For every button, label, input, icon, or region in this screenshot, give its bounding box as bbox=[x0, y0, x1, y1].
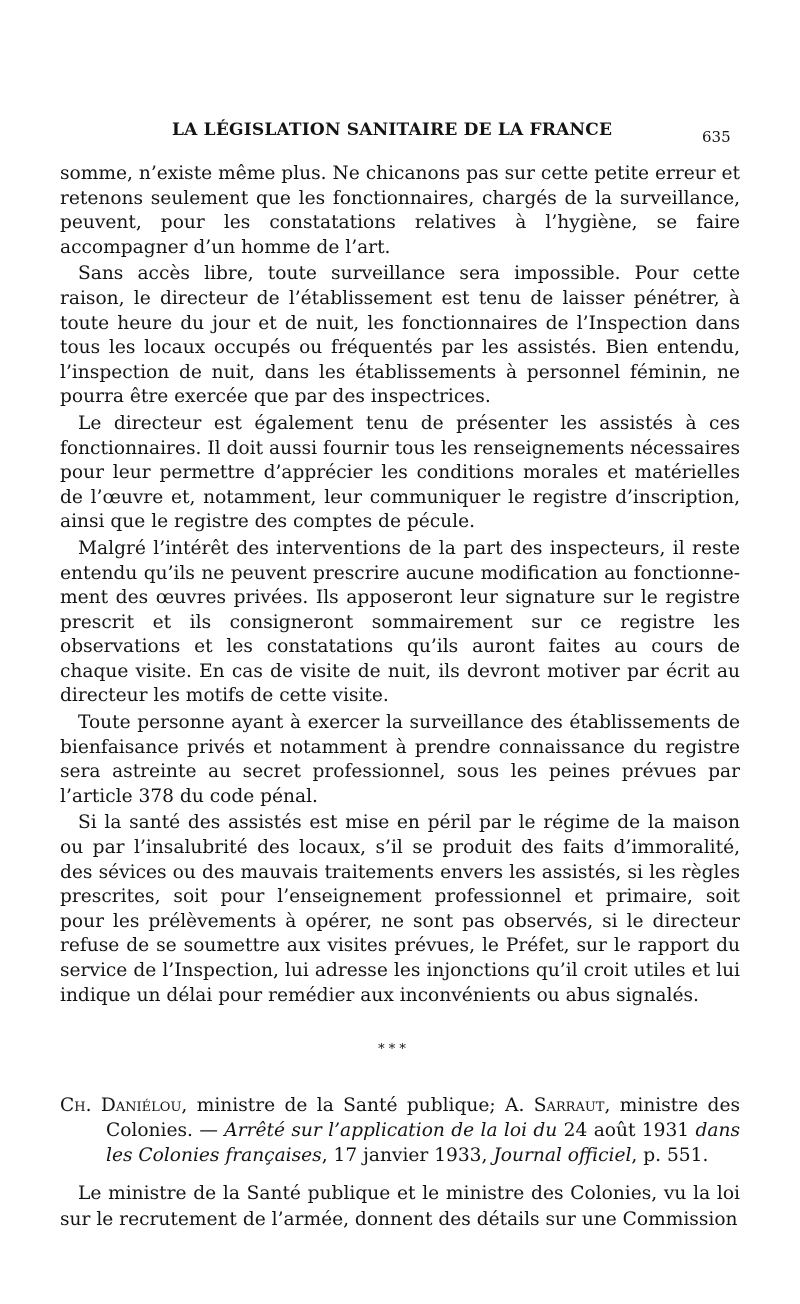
citation-journal: Journal officiel bbox=[493, 1145, 632, 1166]
citation-author-2: A. Sarraut bbox=[505, 1095, 605, 1116]
section-separator: * * * bbox=[378, 1042, 406, 1057]
paragraph-5: Toute personne ayant à exercer la surveillance des établissements de bienfaisance privés et notamment à prendre connaissance du registre sera astreinte au secret professionnel, sous les peines prévues par l’article 378 du code pénal. bbox=[60, 712, 740, 807]
citation-title-a: Arrêté sur l’application de la loi du bbox=[224, 1120, 564, 1141]
body-text bbox=[60, 162, 740, 1010]
citation-date: , 17 janvier 1933, bbox=[321, 1145, 494, 1166]
paragraph-4: Malgré l’intérêt des interventions de la part des inspecteurs, il reste entendu qu’ils ne peuvent prescrire aucune modification au fonctionnement des œuvres privées. Ils apposeront leur signature sur le registre prescrit et ils consigneront sommairement sur ce registre les observations et les constatations qu’ils auront faites au cours de chaque visite. En cas de visite de nuit, ils devront motiver par écrit au directeur les motifs de cette visite. bbox=[60, 537, 740, 707]
paragraph-1: somme, n’existe même plus. Ne chicanons pas sur cette petite erreur et retenons seulement que les fonctionnaires, chargés de la surveillance, peuvent, pour les constatations relatives à l’hygiène, se faire accompagner d’un homme de l’art. bbox=[60, 163, 740, 258]
page-number: 635 bbox=[702, 128, 731, 146]
citation-role-1: , ministre de la Santé publique; bbox=[181, 1095, 506, 1116]
paragraph-6: Si la santé des assistés est mise en péril par le régime de la maison ou par l’insalubrité des locaux, s’il se produit des faits d’immoralité, des sévices ou des mauvais traitements envers les assistés, si les règles prescrites, soit pour l’enseignement professionnel et primaire, soit pour les prélèvements à opérer, ne sont pas observés, si le directeur refuse de se soumettre aux visites prévues, le Préfet, sur le rapport du service de l’Inspection, lui adresse les injonctions qu’il croit utiles et lui indique un délai pour remédier aux inconvénients ou abus signalés. bbox=[60, 812, 740, 1006]
decree-citation bbox=[60, 1093, 740, 1168]
final-paragraph: Le ministre de la Santé publique et le ministre des Colonies, vu la loi sur le recrutement de l’armée, donnent des détails sur une Commission bbox=[60, 1183, 740, 1230]
citation-role-2: , ministre des Colonies. — bbox=[106, 1095, 740, 1141]
citation-page: , p. 551. bbox=[631, 1145, 709, 1166]
citation-title-b: dans les Colonies françaises bbox=[106, 1120, 741, 1166]
running-title: LA LÉGISLATION SANITAIRE DE LA FRANCE bbox=[172, 120, 613, 140]
paragraph-2: Sans accès libre, toute surveillance sera impossible. Pour cette raison, le directeur de l’établissement est tenu de laisser pénétrer, à toute heure du jour et de nuit, les fonctionnaires de l’Inspection dans tous les locaux occupés ou fréquentés par les assistés. Bien entendu, l’inspection de nuit, dans les établissements à personnel féminin, ne pourra être exercée que par des inspectrices. bbox=[60, 263, 740, 408]
citation-author-1: Ch. Daniélou bbox=[60, 1095, 182, 1116]
citation-title-date: 24 août 1931 bbox=[563, 1120, 690, 1141]
paragraph-3: Le directeur est également tenu de présenter les assistés à ces fonctionnaires. Il doit aussi fournir tous les renseignements nécessaires pour leur permettre d’apprécier les conditions morales et matérielles de l’œuvre et, notamment, leur communiquer le registre d’inscription, ainsi que le registre des comptes de pécule. bbox=[60, 412, 740, 533]
